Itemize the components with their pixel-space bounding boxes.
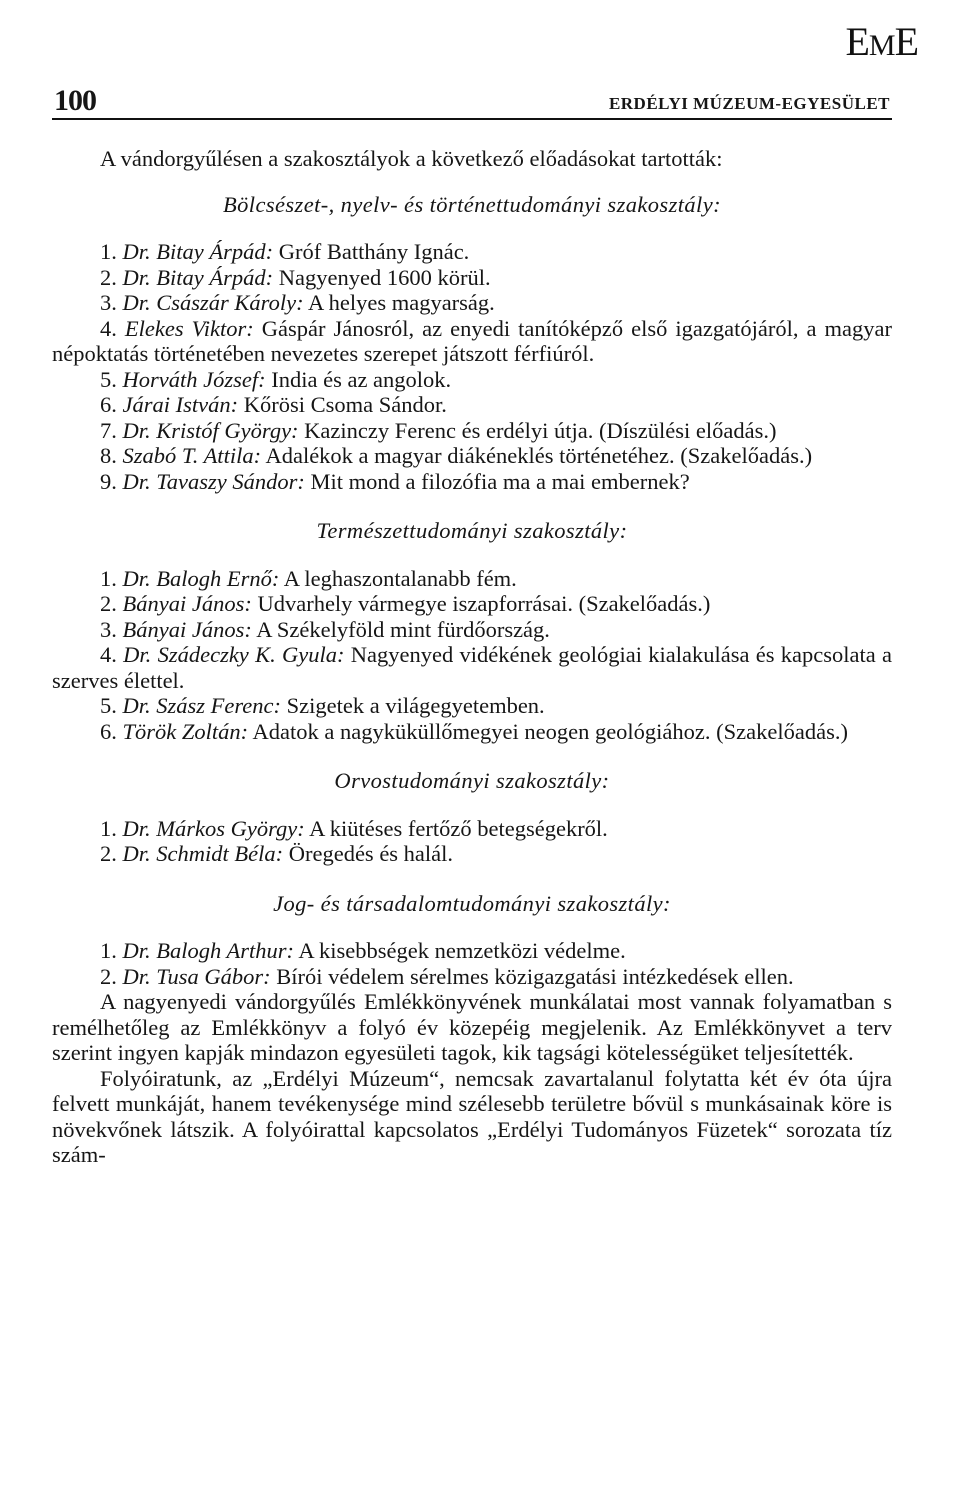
lecture-title: A helyes magyarság.: [307, 290, 495, 315]
body-paragraph: Folyóiratunk, az „Erdélyi Múzeum“, nemcsak zavartalanul folytatta két év óta újra felvett munkáját, hanem tevékenysége mind szélesebb területre bővül s munkásainak köre is növekvőnek látszik. A folyóirattal kapcsolatos „Erdélyi Tudományos Füzetek“ sorozata tíz szám-: [52, 1065, 892, 1167]
lecture-title: Kőrösi Csoma Sándor.: [243, 392, 447, 417]
lecture-item: [52, 392, 892, 418]
lecture-author: Dr. Márkos György:: [122, 815, 305, 841]
item-number: 5.: [100, 366, 117, 392]
lecture-author: Dr. Császár Károly:: [122, 290, 304, 315]
lecture-author: Török Zoltán:: [122, 718, 249, 744]
lecture-title: Bírói védelem sérelmes közigazgatási intézkedések ellen.: [276, 963, 794, 989]
lecture-item: [52, 367, 892, 393]
lecture-item: [52, 617, 892, 643]
item-number: 6.: [100, 392, 117, 417]
lecture-item: [52, 239, 892, 265]
lecture-author: Elekes Viktor:: [124, 315, 254, 341]
lecture-author: Dr. Schmidt Béla:: [122, 841, 284, 866]
lecture-title: Gáspár Jánosról, az enyedi tanítóképző első igazgatójáról, a magyar népoktatás történetében nevezetes szerepet játszott férfiúról.: [52, 315, 893, 366]
item-number: 6.: [100, 718, 117, 744]
lecture-title: India és az angolok.: [271, 366, 452, 392]
item-number: 3.: [100, 290, 117, 315]
lecture-author: Dr. Szádeczky K. Gyula:: [123, 642, 345, 667]
item-number: 2.: [100, 841, 117, 866]
lecture-author: Szabó T. Attila:: [122, 443, 262, 468]
item-number: 3.: [100, 616, 117, 642]
item-number: 9.: [100, 468, 117, 494]
item-number: 2.: [100, 963, 117, 989]
section-heading: Jog- és társadalomtudományi szakosztály:: [273, 890, 671, 916]
section-heading: Bölcsészet-, nyelv- és történettudományi szakosztály:: [223, 191, 721, 217]
lecture-author: Dr. Bitay Árpád:: [122, 239, 274, 264]
lecture-item: [52, 316, 892, 367]
lecture-title: Nagyenyed vidékének geológiai kialakulása és kapcsolata a szerves élettel.: [52, 642, 893, 693]
item-number: 1.: [100, 565, 117, 591]
lecture-item: [52, 938, 892, 964]
lecture-title: Adalékok a magyar diákéneklés történetéhez. (Szakelőadás.): [265, 443, 813, 468]
lecture-item: [52, 418, 892, 444]
lecture-title: Mit mond a filozófia ma a mai embernek?: [310, 468, 690, 494]
lecture-author: Dr. Tavaszy Sándor:: [122, 468, 305, 494]
item-number: 7.: [100, 417, 117, 443]
lecture-item: [52, 265, 892, 291]
section-heading: Természettudományi szakosztály:: [316, 518, 628, 543]
lecture-title: A kiütéses fertőző betegségekről.: [309, 815, 608, 841]
lecture-author: Dr. Szász Ferenc:: [122, 693, 282, 718]
lecture-author: Bányai János:: [122, 616, 252, 642]
lecture-title: A leghaszontalanabb fém.: [283, 565, 517, 591]
running-head: ERDÉLYI MÚZEUM-EGYESÜLET: [608, 94, 890, 113]
lecture-title: A Székelyföld mint fürdőország.: [256, 616, 550, 642]
lecture-author: Dr. Balogh Ernő:: [122, 565, 280, 591]
lecture-author: Dr. Balogh Arthur:: [122, 938, 294, 963]
item-number: 4.: [100, 642, 117, 667]
sections: [52, 192, 892, 990]
lecture-author: Bányai János:: [122, 591, 252, 616]
lecture-author: Járai István:: [122, 392, 239, 417]
item-number: 8.: [100, 443, 117, 468]
lecture-item: [52, 841, 892, 867]
item-number: 5.: [100, 693, 117, 718]
item-number: 1.: [100, 938, 117, 963]
lecture-title: A kisebbségek nemzetközi védelme.: [298, 938, 626, 963]
lecture-title: Kazinczy Ferenc és erdélyi útja. (Díszülési előadás.): [304, 417, 777, 443]
lecture-item: [52, 719, 892, 745]
page-header: [52, 86, 892, 120]
lecture-title: Udvarhely vármegye iszapforrásai. (Szakelőadás.): [257, 591, 711, 616]
lecture-title: Szigetek a világegyetemben.: [286, 693, 545, 718]
item-number: 1.: [100, 239, 117, 264]
page-number: 100: [54, 84, 96, 117]
lecture-item: [52, 443, 892, 469]
item-number: 1.: [100, 815, 117, 841]
publisher-logo: EME: [845, 19, 918, 64]
lecture-author: Dr. Kristóf György:: [122, 417, 299, 443]
lecture-item: [52, 964, 892, 990]
item-number: 4.: [100, 315, 117, 341]
lecture-item: [52, 566, 892, 592]
lecture-item: [52, 290, 892, 316]
lecture-title: Gróf Batthány Ignác.: [278, 239, 470, 264]
lecture-title: Nagyenyed 1600 körül.: [278, 264, 491, 290]
lecture-item: [52, 642, 892, 693]
closing-paragraphs: [52, 989, 892, 1168]
body-paragraph: A nagyenyedi vándorgyűlés Emlékkönyvének munkálatai most vannak folyamatban s remélhetőleg az Emlékkönyv a folyó év közepéig megjelenik. Az Emlékkönyvet a terv szerint ingyen kapják mindazon egyesületi tagok, kik tagsági kötelességüket teljesítették.: [52, 989, 892, 1065]
intro-paragraph: A vándorgyűlésen a szakosztályok a következő előadásokat tartották:: [100, 146, 723, 171]
lecture-author: Dr. Bitay Árpád:: [122, 264, 274, 290]
lecture-author: Dr. Tusa Gábor:: [122, 963, 271, 989]
lecture-author: Horváth József:: [122, 366, 266, 392]
lecture-item: [52, 591, 892, 617]
section-heading: Orvostudományi szakosztály:: [334, 768, 610, 793]
lecture-item: [52, 693, 892, 719]
lecture-item: [52, 816, 892, 842]
item-number: 2.: [100, 264, 117, 290]
lecture-item: [52, 469, 892, 495]
page-body: [52, 146, 892, 1168]
lecture-title: Öregedés és halál.: [288, 841, 454, 866]
lecture-title: Adatok a nagyküküllőmegyei neogen geológiához. (Szakelőadás.): [252, 718, 848, 744]
item-number: 2.: [100, 591, 117, 616]
